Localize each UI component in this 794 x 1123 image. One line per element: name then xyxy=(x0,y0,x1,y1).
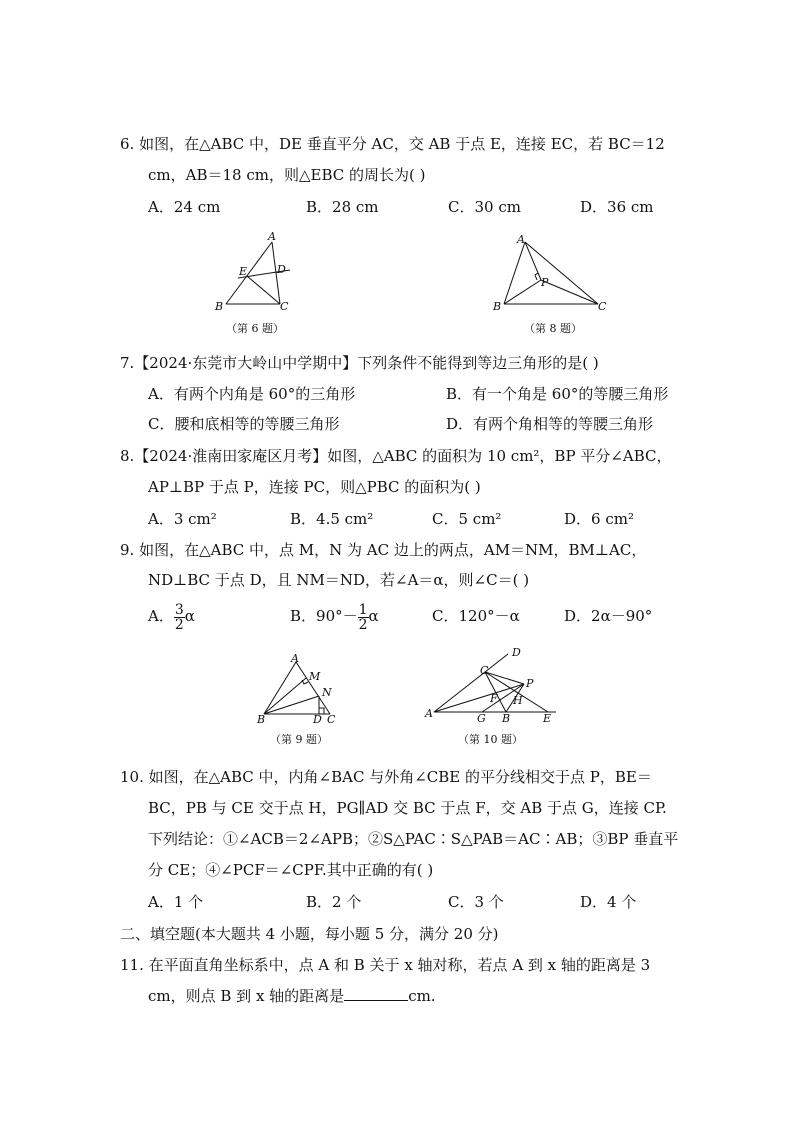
q9-option-b-numerator: 1 xyxy=(358,601,368,618)
q8-option-c: C．5 cm² xyxy=(432,510,502,528)
q9-figure xyxy=(252,650,352,730)
q10-label-d: D xyxy=(512,646,521,659)
q7-option-b: B．有一个角是 60°的等腰三角形 xyxy=(446,385,669,403)
q6-figure-caption: （第 6 题） xyxy=(226,322,284,335)
q6-label-b: B xyxy=(215,300,224,313)
q8-label-c: C xyxy=(598,300,607,313)
q6-figure xyxy=(210,228,300,318)
q9-label-n: N xyxy=(322,686,332,699)
q9-label-d: D xyxy=(313,713,322,726)
q8-label-b: B xyxy=(493,300,502,313)
q7-line-1: 7.【2024·东莞市大岭山中学期中】下列条件不能得到等边三角形的是( ) xyxy=(120,354,599,372)
q9-label-m: M xyxy=(309,670,321,683)
q10-option-a: A．1 个 xyxy=(148,893,204,911)
q7-option-d: D．有两个角相等的等腰三角形 xyxy=(446,415,654,433)
q6-label-a: A xyxy=(268,230,276,243)
q9-option-a-fraction xyxy=(174,603,185,632)
q9-figure-caption: （第 9 题） xyxy=(270,733,328,746)
q9-option-b xyxy=(290,598,379,634)
q9-label-a: A xyxy=(291,652,299,665)
q9-label-b: B xyxy=(257,713,266,726)
q10-label-e: E xyxy=(543,712,552,725)
q9-option-b-prefix: B．90°－ xyxy=(290,607,358,625)
q9-option-a-denominator: 2 xyxy=(174,616,184,633)
q9-segment-bm xyxy=(264,678,306,714)
q6-option-a: A．24 cm xyxy=(148,198,221,216)
q9-option-b-suffix: α xyxy=(368,607,379,625)
q7-option-c: C．腰和底相等的等腰三角形 xyxy=(148,415,340,433)
q10-label-p: P xyxy=(526,677,534,690)
q6-label-e: E xyxy=(239,265,248,278)
q10-label-b: B xyxy=(502,712,511,725)
q9-option-a-prefix: A． xyxy=(148,607,174,625)
q9-segment-bn xyxy=(264,696,319,714)
q9-segment-ab xyxy=(264,662,296,714)
q10-figure-caption: （第 10 题） xyxy=(458,733,523,746)
q9-option-a xyxy=(148,598,195,634)
q10-label-f: F xyxy=(490,692,498,705)
q8-segment-pc xyxy=(541,280,598,304)
q8-option-b: B．4.5 cm² xyxy=(290,510,374,528)
q10-figure xyxy=(420,644,570,730)
q10-line-4: 分 CE；④∠PCF＝∠CPF.其中正确的有( ) xyxy=(148,861,434,879)
q9-line-1: 9. 如图，在△ABC 中，点 M，N 为 AC 边上的两点，AM＝NM，BM⊥AC， xyxy=(120,541,647,559)
q6-label-d: D xyxy=(277,263,286,276)
q9-option-d: D．2α－90° xyxy=(564,607,653,625)
q6-label-c: C xyxy=(280,300,289,313)
q11-line-1: 11. 在平面直角坐标系中，点 A 和 B 关于 x 轴对称，若点 A 到 x 轴的距离是 3 xyxy=(120,956,651,974)
q9-line-2: ND⊥BC 于点 D，且 NM＝ND，若∠A＝α，则∠C＝( ) xyxy=(148,571,530,589)
q10-line-1: 10. 如图，在△ABC 中，内角∠BAC 与外角∠CBE 的平分线相交于点 P，BE＝ xyxy=(120,768,652,786)
q8-segment-ab xyxy=(504,242,525,304)
q6-line-1: 6. 如图，在△ABC 中，DE 垂直平分 AC，交 AB 于点 E，连接 EC，若 BC＝12 xyxy=(120,135,665,153)
q11-answer-blank[interactable] xyxy=(344,986,408,1001)
q8-segment-bp xyxy=(504,280,541,304)
q8-label-a: A xyxy=(517,233,525,246)
q9-option-b-fraction xyxy=(358,603,369,632)
q8-right-angle-mark xyxy=(535,273,538,280)
q8-segment-ac xyxy=(525,242,598,304)
q6-option-d: D．36 cm xyxy=(580,198,654,216)
q10-line-2: BC，PB 与 CE 交于点 H，PG∥AD 交 BC 于点 F，交 AB 于点 G，连接 CP. xyxy=(148,799,667,817)
q11-line-2-suffix: cm. xyxy=(408,987,436,1005)
q8-label-p: P xyxy=(541,276,549,289)
q9-option-a-suffix: α xyxy=(184,607,195,625)
q10-label-a: A xyxy=(425,707,433,720)
q8-option-d: D．6 cm² xyxy=(564,510,634,528)
q9-option-c: C．120°－α xyxy=(432,607,520,625)
q10-label-g: G xyxy=(477,712,486,725)
q7-option-a: A．有两个内角是 60°的三角形 xyxy=(148,385,356,403)
q6-segment-ab xyxy=(226,242,272,304)
q11-line-2 xyxy=(148,986,436,1006)
q10-line-3: 下列结论：①∠ACB＝2∠APB；②S△PAC∶S△PAB＝AC∶AB；③BP 垂直平 xyxy=(148,830,679,848)
q9-label-c: C xyxy=(327,713,336,726)
q6-line-2: cm，AB＝18 cm，则△EBC 的周长为( ) xyxy=(148,166,426,184)
q9-option-b-denominator: 2 xyxy=(358,616,368,633)
q8-figure xyxy=(488,228,618,318)
q6-option-b: B．28 cm xyxy=(306,198,379,216)
q9-option-a-numerator: 3 xyxy=(174,601,184,618)
q8-line-2: AP⊥BP 于点 P，连接 PC，则△PBC 的面积为( ) xyxy=(148,478,481,496)
section-2-heading: 二、填空题(本大题共 4 小题，每小题 5 分，满分 20 分) xyxy=(120,925,499,943)
q10-option-b: B．2 个 xyxy=(306,893,362,911)
q8-figure-caption: （第 8 题） xyxy=(524,322,582,335)
q8-line-1: 8.【2024·淮南田家庵区月考】如图，△ABC 的面积为 10 cm²，BP 平分∠ABC， xyxy=(120,447,672,465)
q10-label-h: H xyxy=(513,694,523,707)
q10-label-c: C xyxy=(480,664,489,677)
q11-line-2-prefix: cm，则点 B 到 x 轴的距离是 xyxy=(148,987,345,1005)
q6-option-c: C．30 cm xyxy=(448,198,521,216)
q10-option-c: C．3 个 xyxy=(448,893,504,911)
q6-segment-ec xyxy=(247,276,280,304)
q8-segment-ap xyxy=(525,242,541,280)
q8-option-a: A．3 cm² xyxy=(148,510,217,528)
q10-option-d: D．4 个 xyxy=(580,893,637,911)
